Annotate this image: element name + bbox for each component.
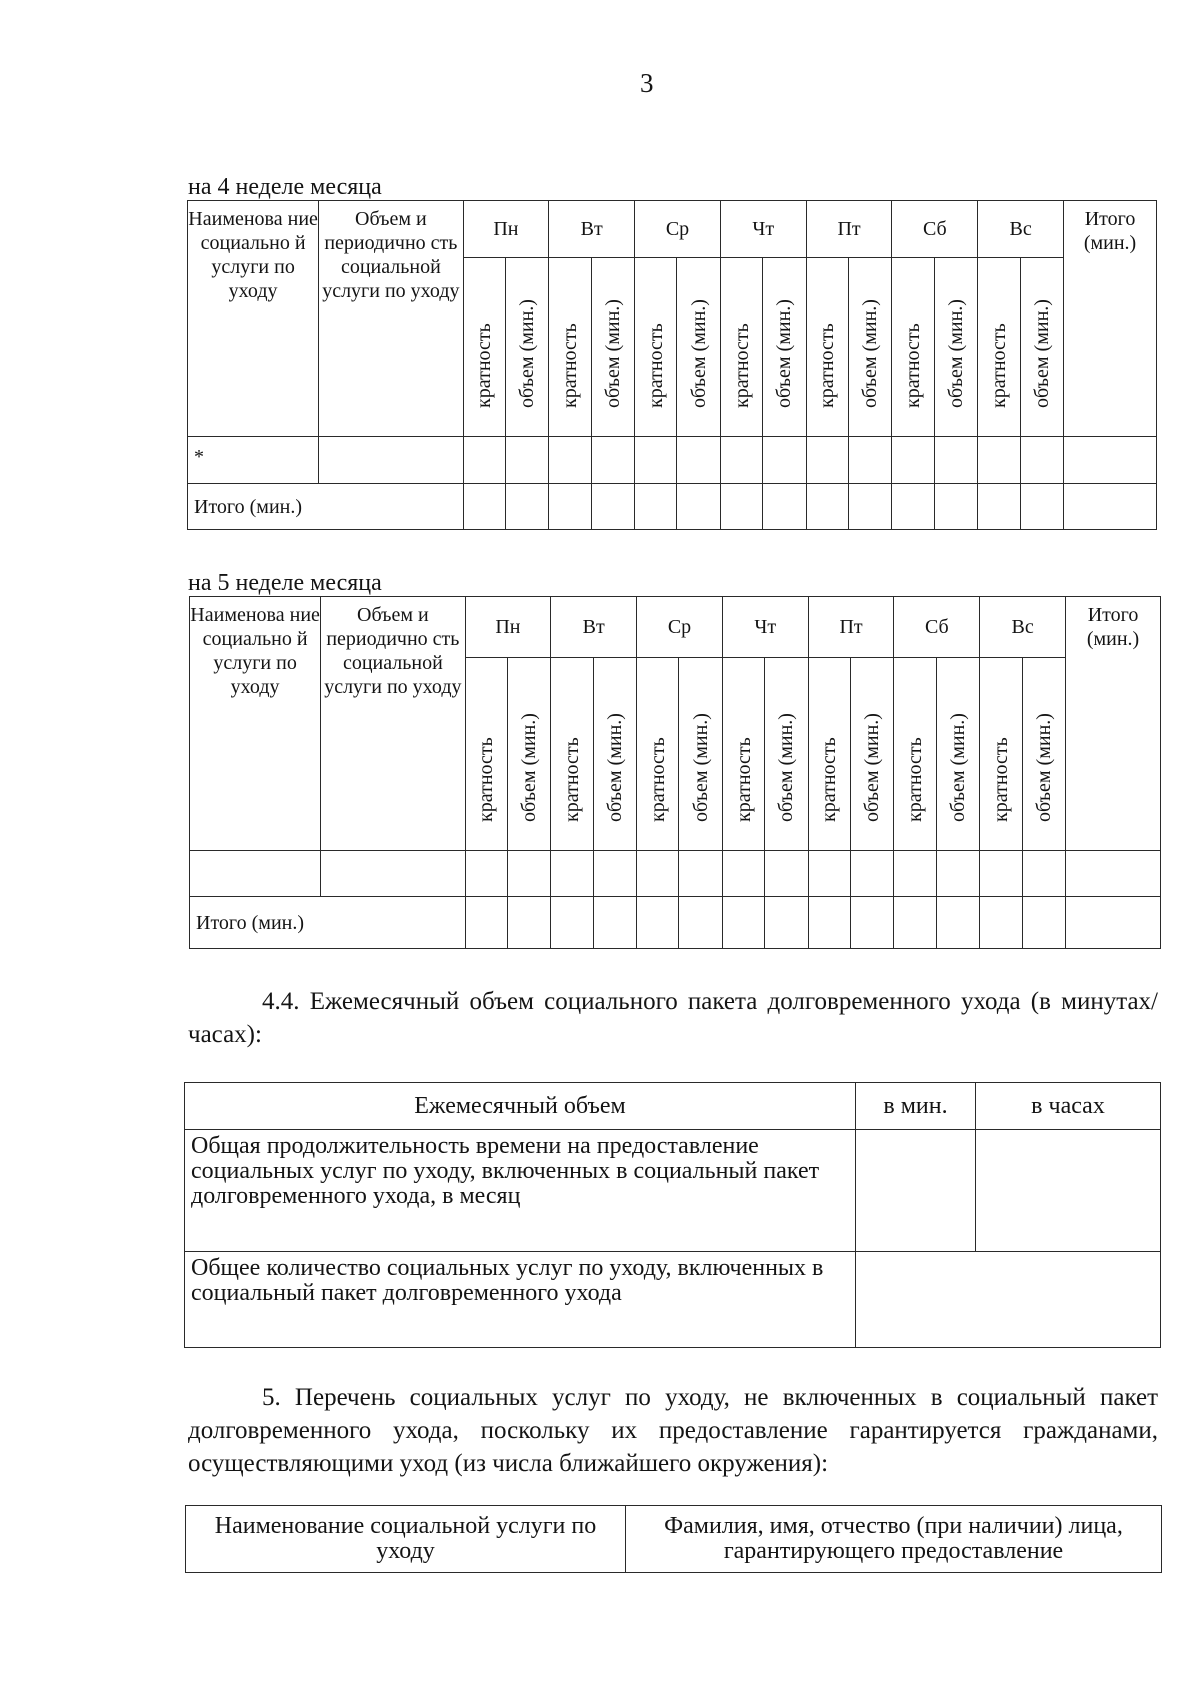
subheader-frequency: кратность	[730, 323, 753, 408]
column-header-total: Итого (мин.)	[1066, 597, 1161, 851]
column-header-service-name: Наименова ние социально й услуги по уходу	[188, 201, 319, 437]
list-header-service: Наименование социальной услуги по уходу	[186, 1506, 626, 1573]
subheader-frequency: кратность	[473, 323, 496, 408]
subheader-volume: объем (мин.)	[859, 299, 882, 408]
subheader-frequency: кратность	[561, 737, 583, 822]
subheader-volume: объем (мин.)	[947, 713, 970, 822]
subheader-volume: объем (мин.)	[775, 713, 798, 822]
day-header: Чт	[722, 597, 808, 658]
row-marker: *	[188, 437, 319, 484]
table-row	[188, 437, 1157, 484]
subheader-volume: объем (мин.)	[603, 713, 626, 822]
table-row	[190, 851, 1161, 897]
subheader-frequency: кратность	[902, 323, 925, 408]
subheader-frequency: кратность	[559, 323, 581, 408]
day-header: Сб	[892, 201, 978, 258]
subheader-frequency: кратность	[816, 323, 839, 408]
week5-caption: на 5 неделе месяца	[188, 570, 382, 596]
subheader-frequency: кратность	[904, 737, 927, 822]
column-header-total: Итого (мин.)	[1064, 201, 1157, 437]
day-header: Сб	[894, 597, 980, 658]
subheader-volume: объем (мин.)	[773, 299, 796, 408]
subheader-volume: объем (мин.)	[1032, 713, 1055, 822]
column-header-volume: Объем и периодично сть социальной услуги по уходу	[319, 201, 463, 437]
table-row	[185, 1252, 1161, 1348]
day-header: Пн	[463, 201, 549, 258]
subheader-volume: объем (мин.)	[516, 299, 539, 408]
day-header: Вс	[980, 597, 1066, 658]
total-row	[190, 897, 1161, 949]
page-number: 3	[640, 68, 654, 98]
day-header: Вс	[978, 201, 1064, 258]
monthly-header-hours: в часах	[976, 1083, 1161, 1130]
day-header: Ср	[637, 597, 723, 658]
week5-table	[189, 596, 1161, 949]
week4-table	[187, 200, 1157, 530]
day-header: Чт	[720, 201, 806, 258]
day-header: Ср	[635, 201, 721, 258]
list-header-person: Фамилия, имя, отчество (при наличии) лица, гарантирующего предоставление	[626, 1506, 1162, 1573]
row-marker	[190, 851, 321, 897]
subheader-volume: объем (мин.)	[601, 299, 624, 408]
subheader-volume: объем (мин.)	[945, 299, 968, 408]
week4-caption: на 4 неделе месяца	[188, 174, 382, 200]
subheader-frequency: кратность	[475, 737, 498, 822]
subheader-frequency: кратность	[989, 737, 1012, 822]
day-header: Пн	[465, 597, 551, 658]
subheader-frequency: кратность	[646, 737, 669, 822]
total-row-label: Итого (мин.)	[190, 897, 466, 949]
total-row	[188, 484, 1157, 530]
monthly-header-volume: Ежемесячный объем	[185, 1083, 856, 1130]
subheader-volume: объем (мин.)	[1030, 299, 1053, 408]
monthly-row-label: Общее количество социальных услуг по уходу, включенных в социальный пакет долговременного ухода	[185, 1252, 856, 1348]
care-list-table	[185, 1505, 1162, 1573]
section-5-text: 5. Перечень социальных услуг по уходу, не включенных в социальный пакет долговременного ухода, поскольку их предоставление гарантируется гражданами, осуществляющими уход (из числа ближайшего окружения):	[188, 1384, 1158, 1477]
subheader-frequency: кратность	[818, 737, 841, 822]
table-row	[185, 1130, 1161, 1252]
column-header-service-name: Наименова ние социально й услуги по уходу	[190, 597, 321, 851]
subheader-volume: объем (мин.)	[518, 713, 541, 822]
subheader-volume: объем (мин.)	[689, 713, 712, 822]
subheader-frequency: кратность	[644, 323, 667, 408]
monthly-header-minutes: в мин.	[856, 1083, 976, 1130]
subheader-frequency: кратность	[987, 323, 1010, 408]
subheader-frequency: кратность	[732, 737, 755, 822]
total-row-label: Итого (мин.)	[188, 484, 464, 530]
monthly-volume-table	[184, 1082, 1161, 1348]
day-header: Вт	[551, 597, 637, 658]
subheader-volume: объем (мин.)	[687, 299, 710, 408]
section-4-4-text: 4.4. Ежемесячный объем социального пакета долговременного ухода (в минутах/часах):	[188, 988, 1158, 1048]
subheader-volume: объем (мин.)	[861, 713, 884, 822]
column-header-volume: Объем и периодично сть социальной услуги по уходу	[321, 597, 465, 851]
day-header: Пт	[808, 597, 894, 658]
day-header: Пт	[806, 201, 892, 258]
day-header: Вт	[549, 201, 635, 258]
monthly-row-label: Общая продолжительность времени на предоставление социальных услуг по уходу, включенных в социальный пакет долговременного ухода, в месяц	[185, 1130, 856, 1252]
